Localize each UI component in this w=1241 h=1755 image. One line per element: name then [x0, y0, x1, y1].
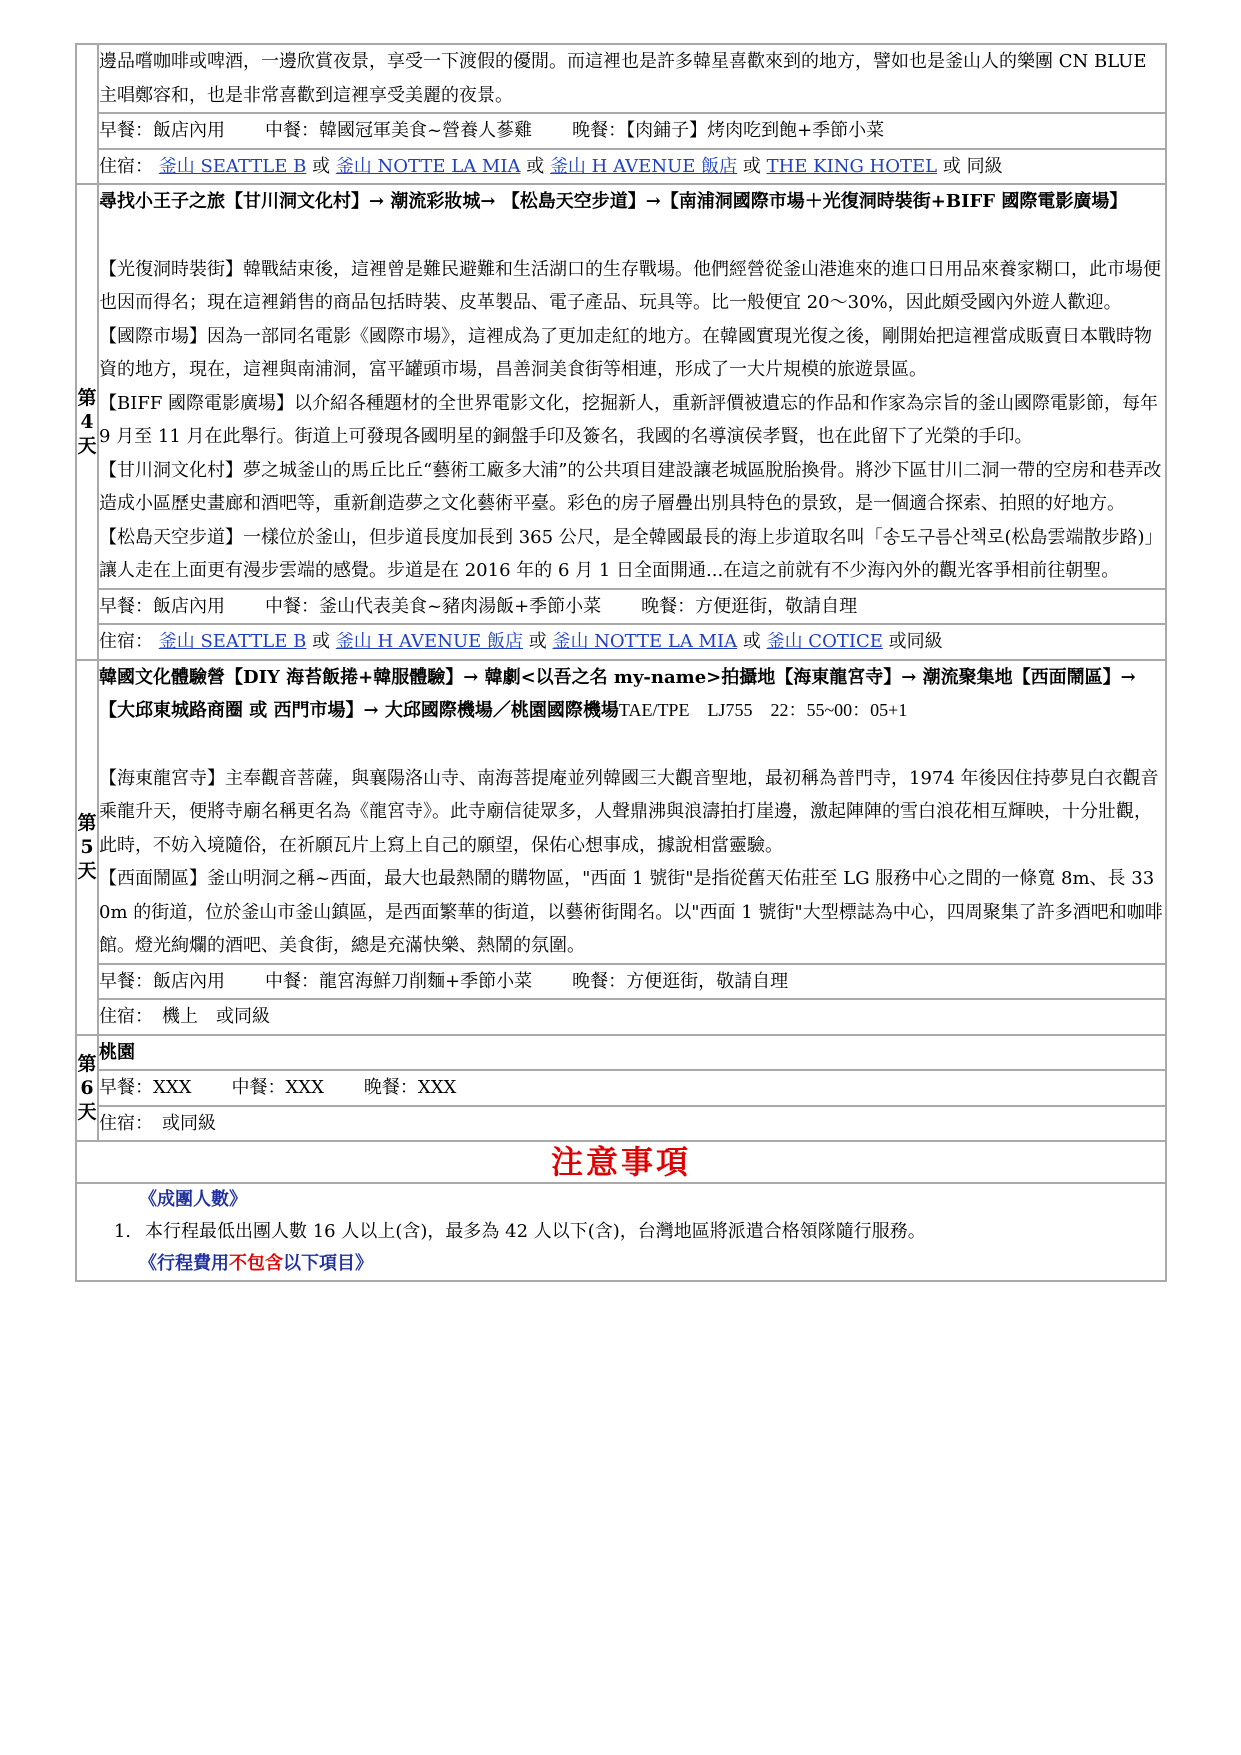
- day6-hotel-row: [76, 1106, 1166, 1142]
- day5-label: 第 5 天: [76, 660, 98, 1035]
- day5-hotel-row: [76, 999, 1166, 1035]
- day3-hotel: [98, 149, 1166, 185]
- day5-hotel: 住宿： 機上 或同級: [98, 999, 1166, 1035]
- hotel-link-notte-la-mia[interactable]: 釜山 NOTTE LA MIA: [335, 155, 521, 177]
- day6-breakfast: 早餐：XXX: [99, 1077, 192, 1098]
- day4-paragraph: 【甘川洞文化村】夢之城釜山的馬丘比丘“藝術工廠多大浦”的公共項目建設讓老城區脫胎換骨。將沙下區甘川二洞一帶的空房和巷弄改造成小區歷史畫廊和酒吧等，重新創造夢之文化藝術平臺。彩色的房子層疊出別具特色的景致，是一個適合探索、拍照的好地方。: [99, 459, 1162, 514]
- notice-title-row: [76, 1141, 1166, 1183]
- or-text: 或: [742, 155, 761, 177]
- day5-lunch: 中餐：龍宮海鮮刀削麵+季節小菜: [265, 970, 533, 992]
- day4-label: 第 4 天: [76, 184, 98, 660]
- day6-hotel: 住宿： 或同級: [98, 1106, 1166, 1142]
- day4-route: 尋找小王子之旅【甘川洞文化村】→ 潮流彩妝城→ 【松島天空步道】→【南浦洞國際市場＋光復洞時裝街+BIFF 國際電影廣場】: [99, 191, 1128, 212]
- day4-content: [98, 184, 1166, 589]
- day3-hotel-row: [76, 149, 1166, 185]
- day4-meals-row: [76, 589, 1166, 625]
- day3-label-cell: [76, 44, 98, 184]
- itinerary-table: [75, 43, 1167, 1282]
- day6-label: 第 6 天: [76, 1035, 98, 1142]
- day3-breakfast: 早餐：飯店內用: [99, 120, 225, 141]
- day4-paragraph: 【BIFF 國際電影廣場】以介紹各種題材的全世界電影文化，挖掘新人，重新評價被遺忘的作品和作家為宗旨的釜山國際電影節，每年 9 月至 11 月在此舉行。街道上可發現各國明星的銅盤手印及簽名，我國的名導演侯孝賢，也在此留下了光榮的手印。: [99, 392, 1159, 447]
- day4-paragraph: 【光復洞時裝街】韓戰結束後，這裡曾是難民避難和生活湖口的生存戰場。他們經營從釜山港進來的進口日用品來養家糊口，此市場便也因而得名；現在這裡銷售的商品包括時裝、皮革製品、電子產品、玩具等。比一般便宜 20～30%，因此頗受國內外遊人歡迎。: [99, 258, 1161, 313]
- same-level-text: 同級: [966, 155, 1003, 177]
- day3-hotel-label: 住宿：: [99, 155, 153, 177]
- day3-meals: [98, 113, 1166, 149]
- hotel-link-notte-la-mia[interactable]: 釜山 NOTTE LA MIA: [552, 631, 738, 652]
- or-text: 或: [526, 155, 545, 177]
- day5-content-row: [76, 660, 1166, 964]
- day5-route: 韓國文化體驗營【DIY 海苔飯捲+韓服體驗】→ 韓劇<以吾之名 my-name>拍攝地【海東龍宮寺】→ 潮流聚集地【西面鬧區】→ 【大邱東城路商圈 或 西門市場】→ 大邱國際機場／桃園國際機場TAE/TPE LJ755 22：55~00：05+1: [99, 666, 1136, 721]
- notice-item: [77, 1216, 1165, 1248]
- day3-lunch: 中餐：韓國冠軍美食~營養人蔘雞: [265, 120, 533, 141]
- hotel-link-seattle-b[interactable]: 釜山 SEATTLE B: [158, 631, 307, 652]
- day6-route: 桃園: [98, 1035, 1166, 1071]
- notice-body: [76, 1183, 1166, 1281]
- hotel-link-the-king-hotel[interactable]: THE KING HOTEL: [766, 155, 938, 177]
- day5-meals: [98, 964, 1166, 1000]
- day4-hotel-row: [76, 624, 1166, 660]
- notice-body-row: [76, 1183, 1166, 1281]
- day4-content-row: [76, 184, 1166, 589]
- day6-dinner: 晚餐：XXX: [363, 1077, 457, 1098]
- itinerary-sheet: [75, 43, 1167, 1282]
- day5-paragraph: 【海東龍宮寺】主奉觀音菩薩，與襄陽洛山寺、南海菩提庵並列韓國三大觀音聖地，最初稱為普門寺，1974 年後因住持夢見白衣觀音乘龍升天，便將寺廟名稱更名為《龍宮寺》。此寺廟信徒眾多，人聲鼎沸與浪濤拍打崖邊，激起陣陣的雪白浪花相互輝映，十分壯觀，此時，不妨入境隨俗，在祈願瓦片上寫上自己的願望，保佑心想事成，據說相當靈驗。: [99, 767, 1159, 856]
- hotel-link-cotice[interactable]: 釜山 COTICE: [766, 631, 883, 652]
- day4-meals: [98, 589, 1166, 625]
- day5-paragraph: 【西面鬧區】釜山明洞之稱~西面，最大也最熱鬧的購物區，"西面 1 號街"是指從舊天佑莊至 LG 服務中心之間的一條寬 8m、長 330m 的街道，位於釜山市釜山鎮區，是西面繁華的街道，以藝術街聞名。以"西面 1 號街"大型標誌為中心，四周聚集了許多酒吧和咖啡館。燈光絢爛的酒吧、美食街，總是充滿快樂、熱鬧的氛圍。: [99, 868, 1163, 956]
- day6-meals: [98, 1070, 1166, 1106]
- notice-item-text: 本行程最低出團人數 16 人以上(含)，最多為 42 人以下(含)，台灣地區將派遣合格領隊隨行服務。: [145, 1221, 926, 1242]
- or-text: 或: [312, 155, 331, 177]
- day6-route-row: [76, 1035, 1166, 1071]
- or-text: 或: [742, 631, 761, 652]
- day3-text-row: [76, 44, 1166, 113]
- hotel-link-h-avenue[interactable]: 釜山 H AVENUE 飯店: [549, 155, 738, 177]
- day4-paragraph: 【松島天空步道】一樣位於釜山，但步道長度加長到 365 公尺，是全韓國最長的海上步道取名叫「송도구름산책로(松島雲端散步路)」讓人走在上面更有漫步雲端的感覺。步道是在 2016 年的 6 月 1 日全面開通...在這之前就有不少海內外的觀光客爭相前往朝聖。: [99, 526, 1163, 581]
- day5-flight: TAE/TPE LJ755 22：55~00：05+1: [618, 700, 908, 720]
- day6-lunch: 中餐：XXX: [231, 1077, 324, 1098]
- day4-dinner: 晚餐：方便逛街，敬請自理: [641, 595, 858, 617]
- day5-meals-row: [76, 964, 1166, 1000]
- notice-title: 注意事項: [76, 1141, 1166, 1183]
- day3-meals-row: [76, 113, 1166, 149]
- notice-item-number: 1.: [113, 1221, 131, 1242]
- day4-breakfast: 早餐：飯店內用: [99, 595, 225, 617]
- day6-meals-row: [76, 1070, 1166, 1106]
- day4-hotel: [98, 624, 1166, 660]
- hotel-link-seattle-b[interactable]: 釜山 SEATTLE B: [158, 155, 307, 177]
- day5-dinner: 晚餐：方便逛街，敬請自理: [572, 970, 789, 992]
- same-level-text: 或同級: [888, 631, 943, 652]
- day4-paragraph: 【國際市場】因為一部同名電影《國際市場》，這裡成為了更加走紅的地方。在韓國實現光復之後，剛開始把這裡當成販賣日本戰時物資的地方，現在，這裡與南浦洞，富平罐頭市場，昌善洞美食街等相連，形成了一大片規模的旅遊景區。: [99, 325, 1152, 380]
- day4-hotel-label: 住宿：: [99, 631, 153, 652]
- exclusions-heading: 《行程費用不包含以下項目》: [139, 1253, 373, 1274]
- day5-content: [98, 660, 1166, 964]
- day5-breakfast: 早餐：飯店內用: [99, 970, 225, 992]
- or-text: 或: [528, 631, 547, 652]
- or-text: 或: [312, 631, 331, 652]
- day3-description: 邊品嚐咖啡或啤酒，一邊欣賞夜景，享受一下渡假的優閒。而這裡也是許多韓星喜歡來到的地方，譬如也是釜山人的樂團 CN BLUE 主唱鄭容和，也是非常喜歡到這裡享受美麗的夜景。: [98, 44, 1166, 113]
- or-text: 或: [942, 155, 961, 177]
- hotel-link-h-avenue[interactable]: 釜山 H AVENUE 飯店: [335, 631, 523, 652]
- day4-lunch: 中餐：釜山代表美食~豬肉湯飯+季節小菜: [265, 595, 602, 617]
- group-size-heading: 《成團人數》: [139, 1189, 247, 1210]
- day3-dinner: 晚餐：【肉鋪子】烤肉吃到飽+季節小菜: [572, 120, 885, 141]
